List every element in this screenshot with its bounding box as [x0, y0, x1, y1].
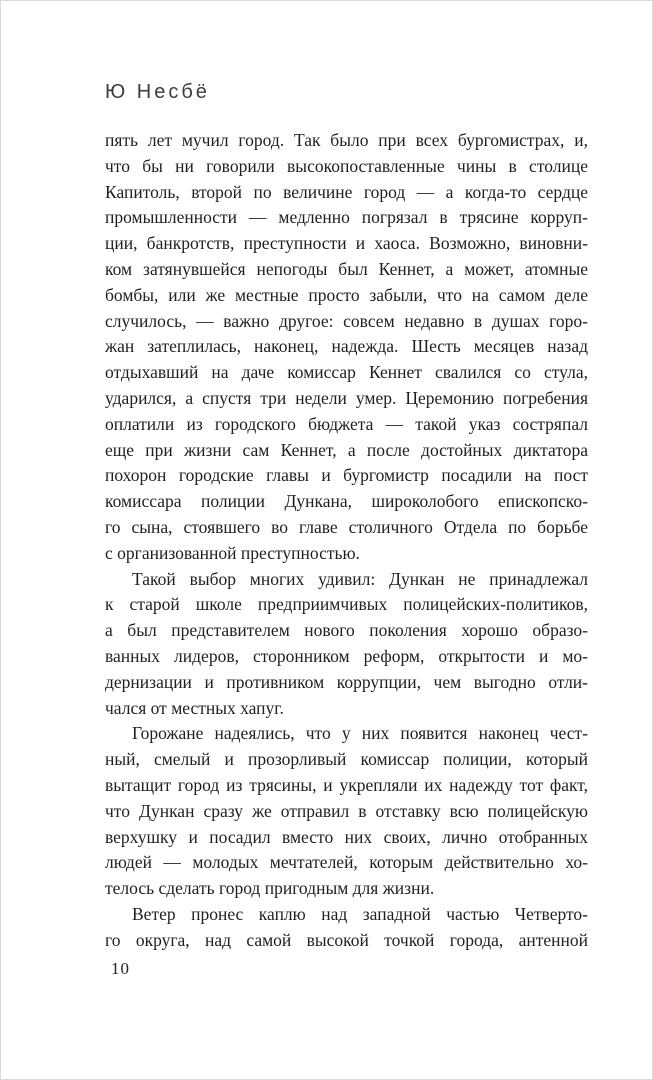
paragraph	[105, 128, 588, 567]
text-line: похорон городские главы и бургомистр посадили на пост	[105, 465, 588, 486]
paragraph	[105, 902, 588, 954]
text-line: Ветер пронес каплю над западной частью Четверто-	[132, 903, 588, 924]
text-line: го округа, над самой высокой точкой города, антенной	[105, 929, 588, 950]
text-line: ный, смелый и прозорливый комиссар полиции, который	[105, 749, 588, 770]
text-line: с организованной преступностью.	[105, 542, 360, 563]
text-line: еще при жизни сам Кеннет, а после достойных диктатора	[105, 439, 588, 460]
text-line: телось сделать город пригодным для жизни.	[105, 878, 435, 899]
text-line: Такой выбор многих удивил: Дункан не принадлежал	[132, 568, 588, 589]
text-line: к старой школе предприимчивых полицейских-политиков,	[105, 594, 588, 615]
text-line: людей — молодых мечтателей, которым действительно хо-	[105, 852, 588, 873]
text-line: а был представителем нового поколения хорошо образо-	[105, 620, 588, 641]
text-line: ции, банкротств, преступности и хаоса. Возможно, виновни-	[105, 233, 588, 254]
text-line: ком затянувшейся непогоды был Кеннет, а может, атомные	[105, 258, 588, 279]
page-body	[105, 128, 588, 954]
text-line: го сына, стоявшего во главе столичного Отдела по борьбе	[105, 516, 588, 537]
paragraph	[105, 721, 588, 902]
text-line: комиссара полиции Дункана, широколобого епископско-	[105, 491, 588, 512]
text-line: чался от местных хапуг.	[105, 697, 284, 718]
text-line: жан затеплилась, наконец, надежда. Шесть месяцев назад	[105, 336, 588, 357]
text-line: что бы ни говорили высокопоставленные чины в столице	[105, 155, 588, 176]
text-line: оплатили из городского бюджета — такой указ состряпал	[105, 413, 588, 434]
text-line: верхушку и посадил вместо них своих, лично отобранных	[105, 826, 588, 847]
text-line: Горожане надеялись, что у них появится наконец чест-	[132, 723, 588, 744]
text-line: что Дункан сразу же отправил в отставку всю полицейскую	[105, 800, 588, 821]
text-line: ударился, а спустя три недели умер. Церемонию погребения	[105, 387, 588, 408]
author-name: Ю Несбё	[105, 81, 210, 103]
text-line: отдыхавший на даче комиссар Кеннет свалился со стула,	[105, 362, 588, 383]
text-line: пять лет мучил город. Так было при всех бургомистрах, и,	[105, 130, 588, 150]
text-line: случилось, — важно другое: совсем недавно в душах горо-	[105, 310, 588, 331]
text-line: дернизации и противником коррупции, чем выгодно отли-	[105, 671, 588, 692]
text-line: промышленности — медленно погрязал в трясине корруп-	[105, 207, 588, 228]
page-number: 10	[111, 959, 130, 978]
paragraph	[105, 567, 588, 722]
text-line: бомбы, или же местные просто забыли, что на самом деле	[105, 284, 588, 305]
text-line: вытащит город из трясины, и укрепляли их надежду тот факт,	[105, 774, 588, 795]
text-line: Капитоль, второй по величине город — а когда-то сердце	[105, 181, 588, 202]
text-line: ванных лидеров, сторонником реформ, открытости и мо-	[105, 645, 588, 666]
